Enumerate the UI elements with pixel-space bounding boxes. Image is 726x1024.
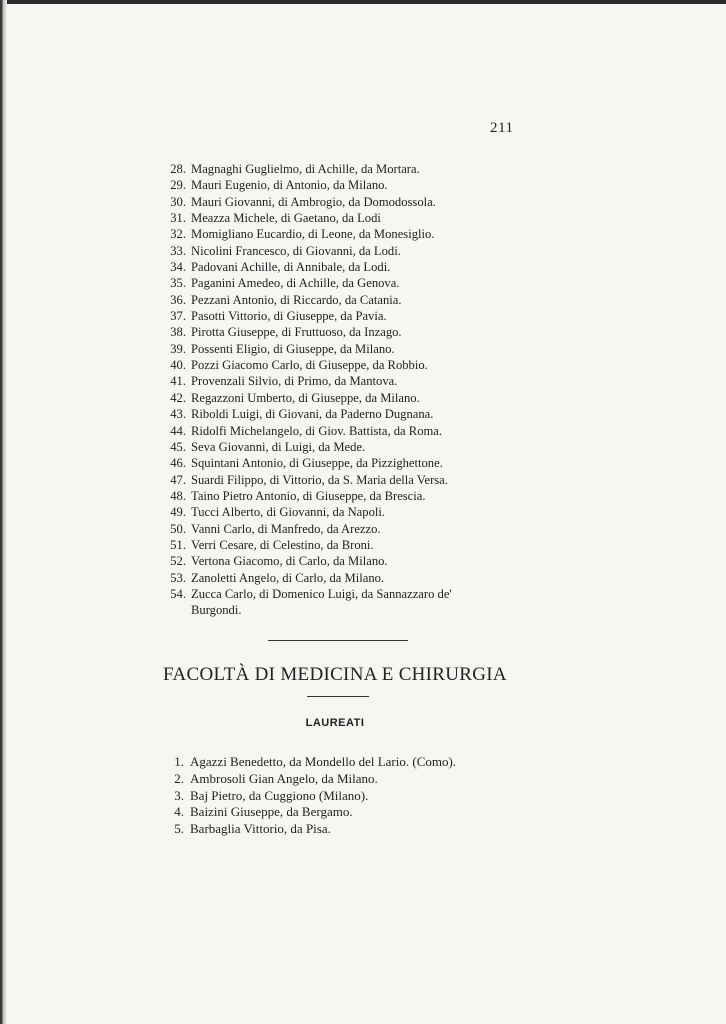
graduates-list [160, 161, 540, 619]
list-item: 35. Paganini Amedeo, di Achille, da Genova. [170, 276, 400, 291]
list-item: 29. Mauri Eugenio, di Antonio, da Milano. [170, 178, 388, 193]
page-number: 211 [490, 120, 514, 136]
list-item: 39. Possenti Eligio, di Giuseppe, da Milano. [170, 341, 395, 356]
list-item: 52. Vertona Giacomo, di Carlo, da Milano. [170, 554, 388, 569]
list-item: 32. Momigliano Eucardio, di Leone, da Monesiglio. [170, 227, 435, 242]
list-item: 46. Squintani Antonio, di Giuseppe, da Pizzighettone. [170, 456, 443, 471]
list-item: 44. Ridolfi Michelangelo, di Giov. Battista, da Roma. [170, 423, 443, 438]
list-item: 3. Baj Pietro, da Cuggiono (Milano). [174, 787, 369, 803]
list-item: 41. Provenzali Silvio, di Primo, da Mantova. [170, 374, 398, 389]
list-item: 40. Pozzi Giacomo Carlo, di Giuseppe, da Robbio. [170, 358, 428, 373]
list-item: 34. Padovani Achille, di Annibale, da Lodi. [170, 260, 391, 275]
list-item: 43. Riboldi Luigi, di Giovani, da Paderno Dugnana. [170, 407, 434, 422]
section-title: FACOLTÀ DI MEDICINA E CHIRURGIA [163, 664, 507, 685]
list-item: 38. Pirotta Giuseppe, di Fruttuoso, da Inzago. [170, 325, 402, 340]
list-item: 42. Regazzoni Umberto, di Giuseppe, da Milano. [170, 390, 420, 405]
list-item: 33. Nicolini Francesco, di Giovanni, da Lodi. [170, 243, 401, 258]
list-item: 31. Meazza Michele, di Gaetano, da Lodi [170, 211, 381, 226]
title-underline [307, 696, 369, 697]
page-top-edge [0, 0, 726, 4]
laureati-list [160, 754, 456, 838]
list-item: 1. Agazzi Benedetto, da Mondello del Lario. (Como). [174, 754, 457, 769]
list-item: 51. Verri Cesare, di Celestino, da Broni. [170, 537, 374, 552]
list-item: 4. Baizini Giuseppe, da Bergamo. [174, 804, 353, 820]
list-item: 5. Barbaglia Vittorio, da Pisa. [174, 821, 331, 837]
subheading: LAUREATI [305, 717, 365, 729]
list-item: 47. Suardi Filippo, di Vittorio, da S. Maria della Versa. [170, 472, 448, 487]
list-item: 28. Magnaghi Guglielmo, di Achille, da Mortara. [170, 162, 420, 176]
list-item: 53. Zanoletti Angelo, di Carlo, da Milano. [170, 570, 385, 585]
list-item: 37. Pasotti Vittorio, di Giuseppe, da Pavia. [170, 309, 387, 324]
list-item: 49. Tucci Alberto, di Giovanni, da Napoli. [170, 505, 386, 520]
list-item: 2. Ambrosoli Gian Angelo, da Milano. [174, 770, 378, 786]
section-divider [268, 640, 408, 641]
list-item-continuation: Burgondi. [191, 603, 242, 618]
list-item: 48. Taino Pietro Antonio, di Giuseppe, da Brescia. [170, 488, 426, 503]
page-left-edge [0, 0, 7, 1024]
list-item: 45. Seva Giovanni, di Luigi, da Mede. [170, 439, 366, 454]
list-item: 30. Mauri Giovanni, di Ambrogio, da Domodossola. [170, 194, 436, 209]
list-item: 50. Vanni Carlo, di Manfredo, da Arezzo. [170, 521, 381, 536]
list-item: 36. Pezzani Antonio, di Riccardo, da Catania. [170, 292, 402, 307]
list-item: 54. Zucca Carlo, di Domenico Luigi, da Sannazzaro de' [170, 586, 452, 601]
